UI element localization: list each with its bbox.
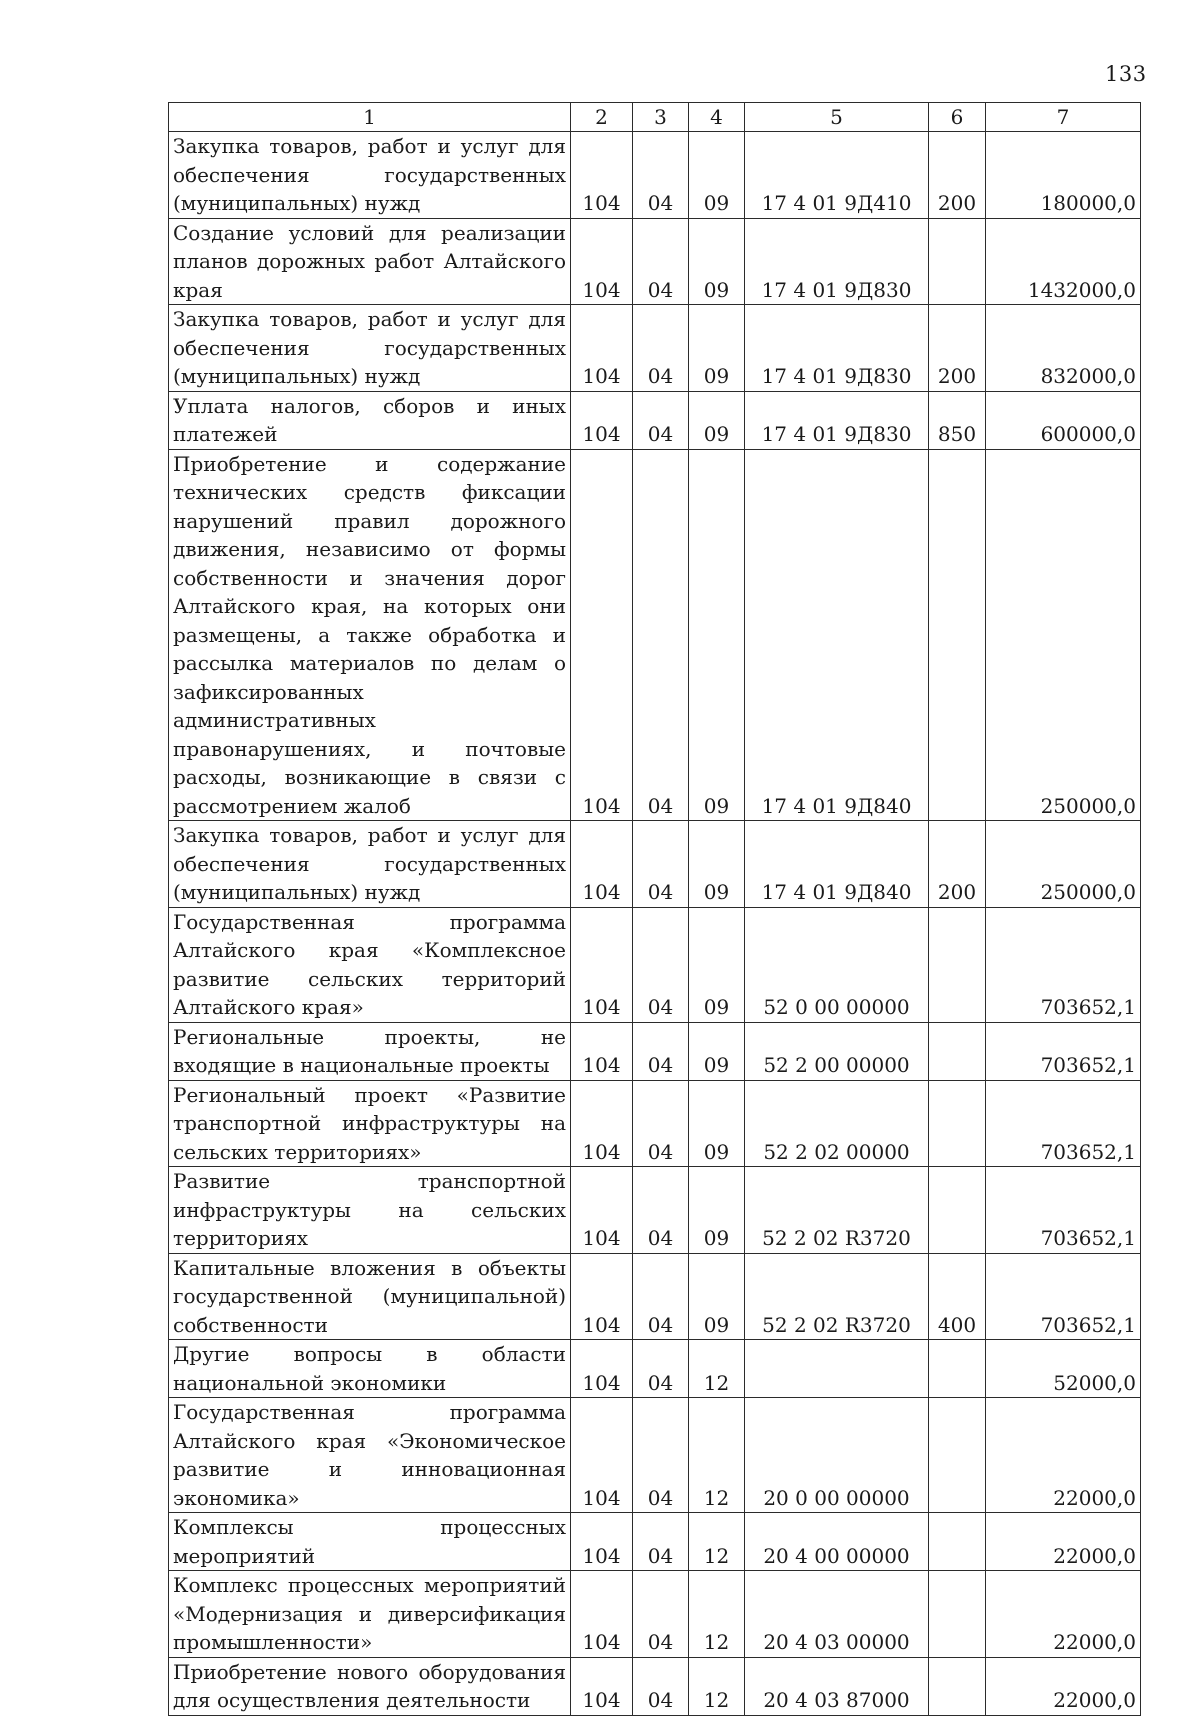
row-target-article: 17 4 01 9Д840 xyxy=(745,821,929,908)
row-expense-type xyxy=(929,218,986,305)
row-amount: 703652,1 xyxy=(986,907,1141,1022)
row-amount: 22000,0 xyxy=(986,1513,1141,1571)
row-target-article: 17 4 01 9Д830 xyxy=(745,391,929,449)
row-amount: 703652,1 xyxy=(986,1167,1141,1254)
row-section: 04 xyxy=(633,1513,689,1571)
row-name: Создание условий для реализации планов дорожных работ Алтайского края xyxy=(169,218,571,305)
row-amount: 22000,0 xyxy=(986,1398,1141,1513)
table-row xyxy=(169,1167,1141,1254)
row-section: 04 xyxy=(633,1167,689,1254)
row-name: Государственная программа Алтайского края «Комплексное развитие сельских территорий Алтайского края» xyxy=(169,907,571,1022)
page-number: 133 xyxy=(1105,62,1147,86)
row-expense-type xyxy=(929,1398,986,1513)
row-amount: 703652,1 xyxy=(986,1022,1141,1080)
table-row xyxy=(169,305,1141,392)
row-target-article: 52 2 02 00000 xyxy=(745,1080,929,1167)
header-row xyxy=(169,103,1141,132)
row-subsection: 12 xyxy=(689,1513,745,1571)
row-expense-type xyxy=(929,1657,986,1715)
row-target-article: 52 2 00 00000 xyxy=(745,1022,929,1080)
row-ministry: 104 xyxy=(571,1398,633,1513)
row-subsection: 09 xyxy=(689,1080,745,1167)
table-row xyxy=(169,1571,1141,1658)
row-subsection: 09 xyxy=(689,132,745,219)
table-row xyxy=(169,1022,1141,1080)
row-expense-type xyxy=(929,1022,986,1080)
row-subsection: 09 xyxy=(689,218,745,305)
row-ministry: 104 xyxy=(571,1080,633,1167)
row-expense-type xyxy=(929,1513,986,1571)
row-target-article: 52 2 02 R3720 xyxy=(745,1253,929,1340)
row-amount: 600000,0 xyxy=(986,391,1141,449)
row-ministry: 104 xyxy=(571,1167,633,1254)
row-expense-type xyxy=(929,907,986,1022)
row-name: Закупка товаров, работ и услуг для обеспечения государственных (муниципальных) нужд xyxy=(169,305,571,392)
row-amount: 22000,0 xyxy=(986,1571,1141,1658)
row-target-article: 20 0 00 00000 xyxy=(745,1398,929,1513)
row-subsection: 12 xyxy=(689,1340,745,1398)
row-ministry: 104 xyxy=(571,1253,633,1340)
column-header-subsection: 4 xyxy=(689,103,745,132)
table-row xyxy=(169,1080,1141,1167)
row-section: 04 xyxy=(633,1253,689,1340)
row-ministry: 104 xyxy=(571,1571,633,1658)
row-expense-type: 200 xyxy=(929,132,986,219)
table-row xyxy=(169,1398,1141,1513)
row-section: 04 xyxy=(633,305,689,392)
column-header-name: 1 xyxy=(169,103,571,132)
row-expense-type: 200 xyxy=(929,305,986,392)
row-section: 04 xyxy=(633,218,689,305)
table-row xyxy=(169,1513,1141,1571)
row-amount: 703652,1 xyxy=(986,1080,1141,1167)
row-name: Комплекс процессных мероприятий «Модернизация и диверсификация промышленности» xyxy=(169,1571,571,1658)
row-ministry: 104 xyxy=(571,1022,633,1080)
row-ministry: 104 xyxy=(571,132,633,219)
row-ministry: 104 xyxy=(571,821,633,908)
row-section: 04 xyxy=(633,391,689,449)
row-target-article: 52 0 00 00000 xyxy=(745,907,929,1022)
table-row xyxy=(169,391,1141,449)
row-ministry: 104 xyxy=(571,1340,633,1398)
row-expense-type: 850 xyxy=(929,391,986,449)
row-expense-type xyxy=(929,449,986,821)
row-section: 04 xyxy=(633,1398,689,1513)
row-expense-type xyxy=(929,1571,986,1658)
row-subsection: 09 xyxy=(689,305,745,392)
row-section: 04 xyxy=(633,1080,689,1167)
row-target-article: 52 2 02 R3720 xyxy=(745,1167,929,1254)
table-row xyxy=(169,1253,1141,1340)
row-section: 04 xyxy=(633,1657,689,1715)
row-section: 04 xyxy=(633,449,689,821)
table-row xyxy=(169,1657,1141,1715)
row-subsection: 12 xyxy=(689,1571,745,1658)
table-header xyxy=(169,103,1141,132)
row-name: Развитие транспортной инфраструктуры на сельских территориях xyxy=(169,1167,571,1254)
row-name: Государственная программа Алтайского края «Экономическое развитие и инновационная экономика» xyxy=(169,1398,571,1513)
table-row xyxy=(169,821,1141,908)
row-target-article xyxy=(745,1340,929,1398)
row-expense-type: 200 xyxy=(929,821,986,908)
row-ministry: 104 xyxy=(571,218,633,305)
row-amount: 1432000,0 xyxy=(986,218,1141,305)
row-target-article: 20 4 00 00000 xyxy=(745,1513,929,1571)
row-name: Комплексы процессных мероприятий xyxy=(169,1513,571,1571)
row-name: Другие вопросы в области национальной экономики xyxy=(169,1340,571,1398)
row-subsection: 09 xyxy=(689,1167,745,1254)
row-name: Закупка товаров, работ и услуг для обеспечения государственных (муниципальных) нужд xyxy=(169,132,571,219)
table-row xyxy=(169,1340,1141,1398)
row-name: Приобретение и содержание технических средств фиксации нарушений правил дорожного движения, независимо от формы собственности и значения дорог Алтайского края, на которых они размещены, а также обработка и рассылка материалов по делам о зафиксированных административных правонарушениях, и почтовые расходы, возникающие в связи с рассмотрением жалоб xyxy=(169,449,571,821)
row-amount: 22000,0 xyxy=(986,1657,1141,1715)
row-ministry: 104 xyxy=(571,1513,633,1571)
row-ministry: 104 xyxy=(571,305,633,392)
row-name: Закупка товаров, работ и услуг для обеспечения государственных (муниципальных) нужд xyxy=(169,821,571,908)
row-name: Уплата налогов, сборов и иных платежей xyxy=(169,391,571,449)
column-header-target-article: 5 xyxy=(745,103,929,132)
table-row xyxy=(169,907,1141,1022)
row-subsection: 09 xyxy=(689,449,745,821)
row-target-article: 17 4 01 9Д840 xyxy=(745,449,929,821)
row-name: Региональные проекты, не входящие в национальные проекты xyxy=(169,1022,571,1080)
row-ministry: 104 xyxy=(571,391,633,449)
row-section: 04 xyxy=(633,132,689,219)
row-expense-type xyxy=(929,1340,986,1398)
row-name: Капитальные вложения в объекты государственной (муниципальной) собственности xyxy=(169,1253,571,1340)
column-header-section: 3 xyxy=(633,103,689,132)
row-amount: 703652,1 xyxy=(986,1253,1141,1340)
row-target-article: 17 4 01 9Д410 xyxy=(745,132,929,219)
row-amount: 250000,0 xyxy=(986,821,1141,908)
row-target-article: 17 4 01 9Д830 xyxy=(745,305,929,392)
table-row xyxy=(169,449,1141,821)
row-ministry: 104 xyxy=(571,907,633,1022)
row-subsection: 09 xyxy=(689,391,745,449)
row-section: 04 xyxy=(633,1571,689,1658)
row-target-article: 17 4 01 9Д830 xyxy=(745,218,929,305)
row-subsection: 09 xyxy=(689,1253,745,1340)
row-subsection: 12 xyxy=(689,1657,745,1715)
row-target-article: 20 4 03 00000 xyxy=(745,1571,929,1658)
budget-table xyxy=(168,102,1141,1716)
row-section: 04 xyxy=(633,1340,689,1398)
row-section: 04 xyxy=(633,907,689,1022)
row-name: Региональный проект «Развитие транспортной инфраструктуры на сельских территориях» xyxy=(169,1080,571,1167)
row-section: 04 xyxy=(633,1022,689,1080)
row-subsection: 09 xyxy=(689,907,745,1022)
row-target-article: 20 4 03 87000 xyxy=(745,1657,929,1715)
row-expense-type xyxy=(929,1167,986,1254)
row-ministry: 104 xyxy=(571,1657,633,1715)
row-amount: 52000,0 xyxy=(986,1340,1141,1398)
row-section: 04 xyxy=(633,821,689,908)
column-header-expense-type: 6 xyxy=(929,103,986,132)
row-subsection: 09 xyxy=(689,821,745,908)
row-subsection: 09 xyxy=(689,1022,745,1080)
row-amount: 180000,0 xyxy=(986,132,1141,219)
row-amount: 832000,0 xyxy=(986,305,1141,392)
table-row xyxy=(169,218,1141,305)
table-row xyxy=(169,132,1141,219)
table-body xyxy=(169,132,1141,1716)
row-ministry: 104 xyxy=(571,449,633,821)
column-header-amount: 7 xyxy=(986,103,1141,132)
column-header-ministry: 2 xyxy=(571,103,633,132)
row-name: Приобретение нового оборудования для осуществления деятельности xyxy=(169,1657,571,1715)
row-expense-type: 400 xyxy=(929,1253,986,1340)
row-expense-type xyxy=(929,1080,986,1167)
row-subsection: 12 xyxy=(689,1398,745,1513)
row-amount: 250000,0 xyxy=(986,449,1141,821)
